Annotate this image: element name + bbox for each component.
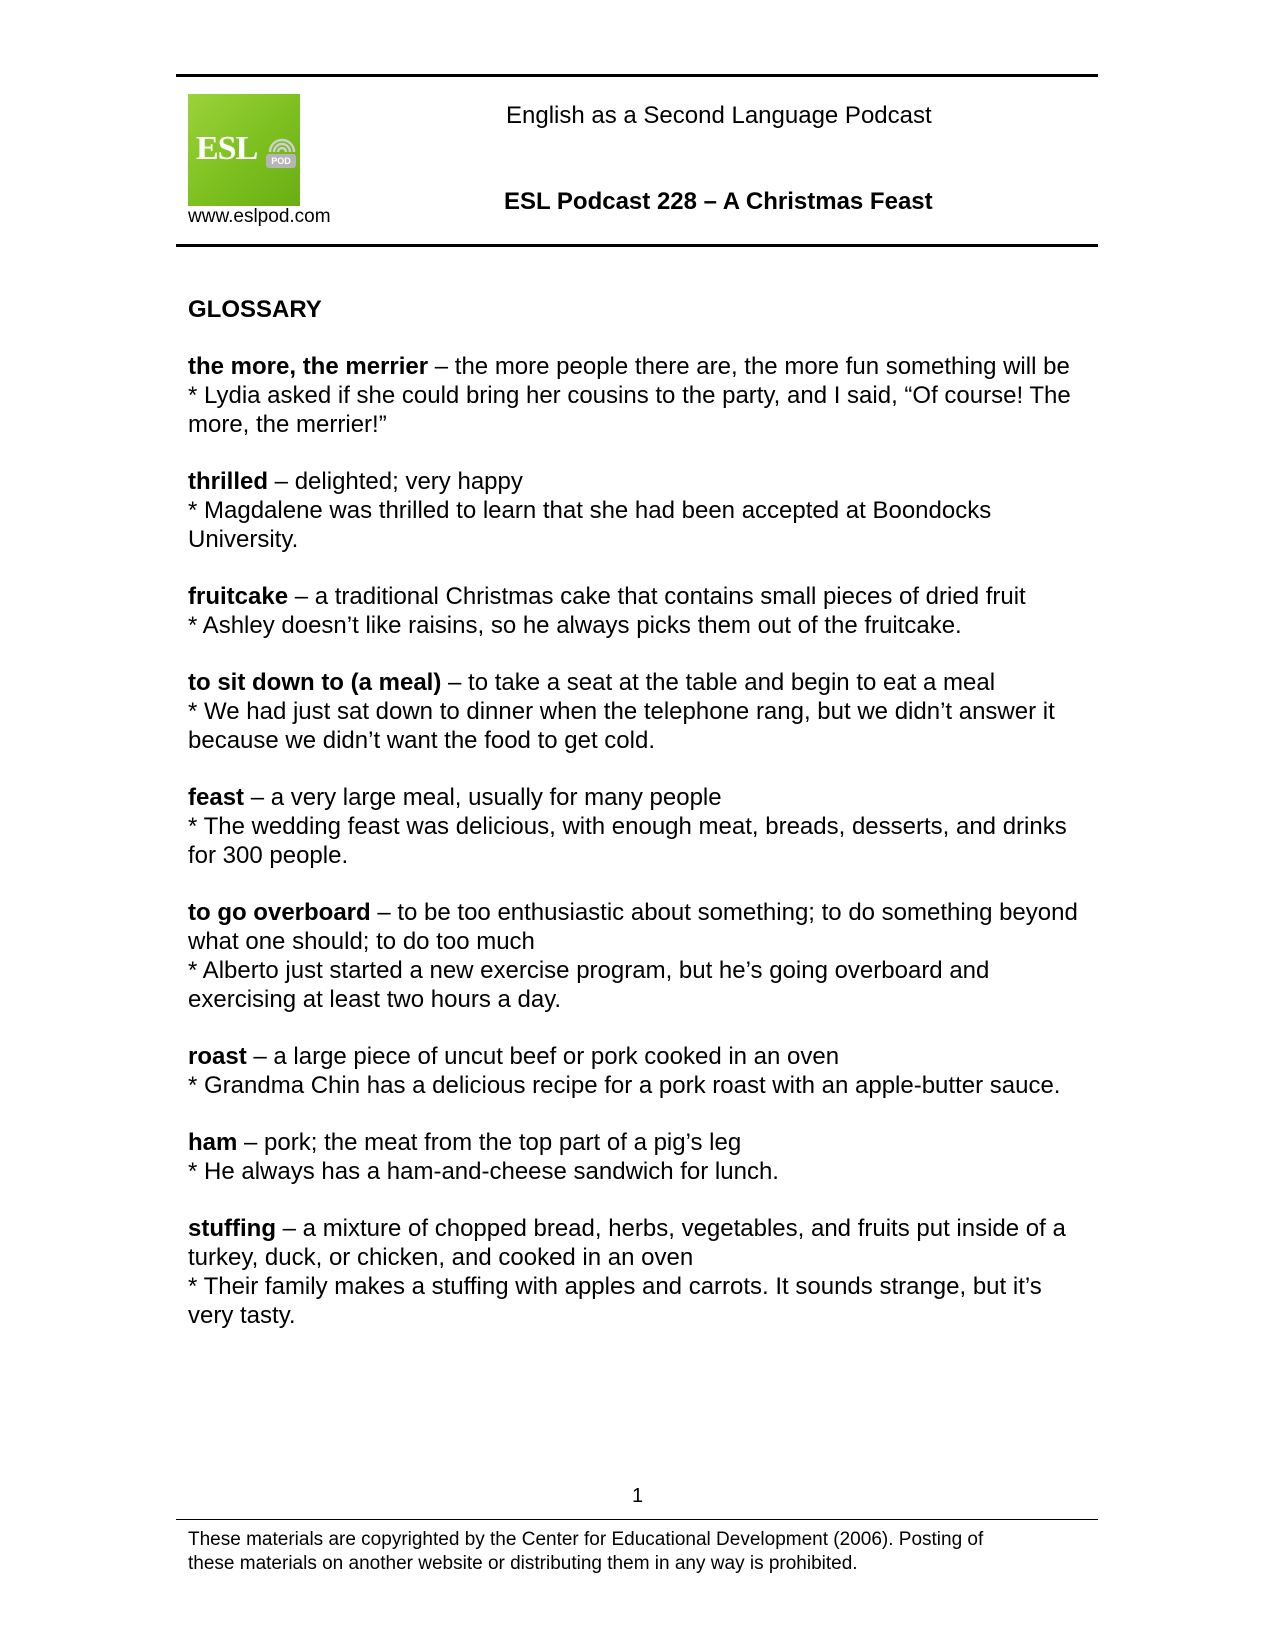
- podcast-waves-icon: [268, 134, 296, 154]
- site-url: www.eslpod.com: [188, 206, 331, 227]
- entry-term: feast: [188, 784, 245, 811]
- entry-term: thrilled: [188, 468, 269, 495]
- eslpod-logo: [188, 94, 300, 206]
- entry-definition: pork; the meat from the top part of a pig’s leg: [264, 1129, 742, 1156]
- entry-separator: –: [246, 1043, 274, 1070]
- entry-example: * Their family makes a stuffing with apples and carrots. It sounds strange, but it’s very tasty.: [188, 1273, 1042, 1329]
- glossary-entry: [188, 898, 1088, 1014]
- copyright-line: these materials on another website or distributing them in any way is prohibited.: [188, 1553, 858, 1574]
- entry-definition: a large piece of uncut beef or pork cooked in an oven: [273, 1043, 840, 1070]
- header-bottom-rule: [176, 244, 1098, 247]
- entry-definition: delighted; very happy: [294, 468, 523, 495]
- copyright-notice: [188, 1528, 1088, 1576]
- entry-example: * Ashley doesn’t like raisins, so he always picks them out of the fruitcake.: [188, 612, 962, 639]
- entry-separator: –: [275, 1215, 303, 1242]
- entry-term: ham: [188, 1129, 238, 1156]
- glossary-entry: [188, 1214, 1088, 1330]
- entry-term: the more, the merrier: [188, 353, 429, 380]
- entry-example: * The wedding feast was delicious, with enough meat, breads, desserts, and drinks for 300 people.: [188, 813, 1067, 869]
- header-top-rule: [176, 74, 1098, 77]
- logo-pod-badge: POD: [266, 154, 296, 168]
- entry-separator: –: [237, 1129, 265, 1156]
- glossary-entry: [188, 668, 1088, 755]
- glossary-entry: [188, 352, 1088, 439]
- footer-rule: [176, 1519, 1098, 1520]
- entry-definition: to be too enthusiastic about something; to do something beyond what one should; to do too much: [188, 899, 1078, 955]
- entry-example: * Lydia asked if she could bring her cousins to the party, and I said, “Of course! The more, the merrier!”: [188, 382, 1071, 438]
- entry-definition: the more people there are, the more fun something will be: [454, 353, 1070, 380]
- entry-definition: a very large meal, usually for many people: [270, 784, 722, 811]
- entry-term: fruitcake: [188, 583, 289, 610]
- logo-text: ESL: [196, 130, 258, 167]
- glossary-entry: [188, 783, 1088, 870]
- page-number: 1: [631, 1485, 644, 1507]
- glossary-entry: [188, 1042, 1088, 1100]
- entry-example: * Alberto just started a new exercise program, but he’s going overboard and exercising at least two hours a day.: [188, 957, 990, 1013]
- entry-definition: a mixture of chopped bread, herbs, vegetables, and fruits put inside of a turkey, duck, or chicken, and cooked in an oven: [188, 1215, 1066, 1271]
- copyright-line: These materials are copyrighted by the Center for Educational Development (2006). Posting of: [188, 1529, 984, 1550]
- entry-example: * He always has a ham-and-cheese sandwich for lunch.: [188, 1158, 779, 1185]
- entry-definition: a traditional Christmas cake that contains small pieces of dried fruit: [314, 583, 1026, 610]
- glossary-section: [188, 295, 1088, 1358]
- entry-term: to go overboard: [188, 899, 371, 926]
- entry-separator: –: [428, 353, 455, 380]
- entry-separator: –: [268, 468, 295, 495]
- entry-separator: –: [244, 784, 271, 811]
- entry-term: stuffing: [188, 1215, 276, 1242]
- entry-example: * We had just sat down to dinner when the telephone rang, but we didn’t answer it because we didn’t want the food to get cold.: [188, 698, 1055, 754]
- entry-example: * Grandma Chin has a delicious recipe for a pork roast with an apple-butter sauce.: [188, 1072, 1061, 1099]
- entry-term: to sit down to (a meal): [188, 669, 442, 696]
- entry-term: roast: [188, 1043, 247, 1070]
- entry-separator: –: [288, 583, 315, 610]
- entry-separator: –: [370, 899, 398, 926]
- podcast-name: English as a Second Language Podcast: [506, 102, 932, 129]
- glossary-heading: GLOSSARY: [188, 296, 322, 323]
- glossary-entry: [188, 582, 1088, 640]
- glossary-entry: [188, 1128, 1088, 1186]
- episode-title: ESL Podcast 228 – A Christmas Feast: [504, 188, 933, 215]
- entry-example: * Magdalene was thrilled to learn that she had been accepted at Boondocks University.: [188, 497, 992, 553]
- entry-definition: to take a seat at the table and begin to eat a meal: [468, 669, 996, 696]
- entry-separator: –: [441, 669, 469, 696]
- glossary-entry: [188, 467, 1088, 554]
